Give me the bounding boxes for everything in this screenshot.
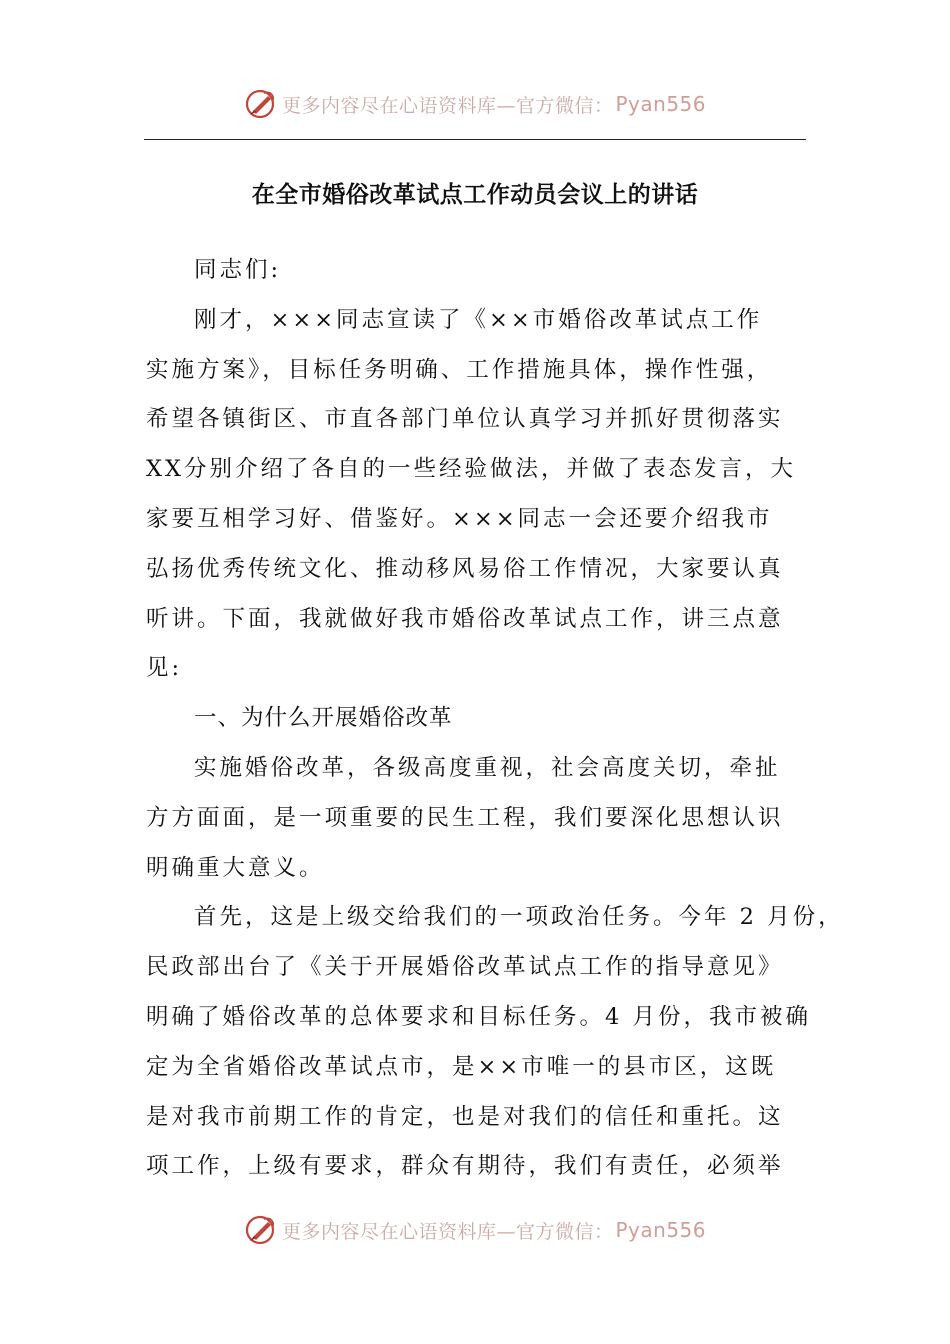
body-line: 明确了婚俗改革的总体要求和目标任务。4 月份，我市被确 xyxy=(146,1003,811,1030)
watermark-handle: Pyan556 xyxy=(615,1218,707,1242)
body-line: 弘扬优秀传统文化、推动移风易俗工作情况，大家要认真 xyxy=(146,555,784,582)
body-line: 方方面面，是一项重要的民生工程，我们要深化思想认识 xyxy=(146,804,784,831)
body-line: 同志们: xyxy=(194,257,282,283)
watermark-handle: Pyan556 xyxy=(615,92,707,116)
pen-logo-icon xyxy=(244,87,278,121)
document-body xyxy=(146,246,844,1192)
section-heading: 一、为什么开展婚俗改革 xyxy=(194,705,453,732)
body-line: 首先，这是上级交给我们的一项政治任务。今年 2 月份， xyxy=(194,904,844,931)
watermark-banner-bottom xyxy=(0,1212,950,1248)
body-line: 项工作，上级有要求，群众有期待，我们有责任，必须举 xyxy=(146,1153,784,1180)
body-line: 民政部出台了《关于开展婚俗改革试点工作的指导意见》 xyxy=(146,954,784,981)
body-line: 家要互相学习好、借鉴好。×××同志一会还要介绍我市 xyxy=(146,505,773,532)
body-line: 见: xyxy=(146,655,183,682)
body-line: 希望各镇街区、市直各部门单位认真学习并抓好贯彻落实 xyxy=(146,406,784,433)
body-line: 刚才，×××同志宣读了《××市婚俗改革试点工作 xyxy=(194,306,763,333)
body-line: 是对我市前期工作的肯定，也是对我们的信任和重托。这 xyxy=(146,1103,784,1130)
watermark-text: 更多内容尽在心语资料库—官方微信： xyxy=(281,1220,614,1243)
body-line: XX分别介绍了各自的一些经验做法，并做了表态发言，大 xyxy=(146,456,797,483)
body-line: 听讲。下面，我就做好我市婚俗改革试点工作，讲三点意 xyxy=(146,605,784,632)
watermark-banner-top xyxy=(0,86,950,122)
header-rule xyxy=(144,139,806,140)
body-line: 定为全省婚俗改革试点市，是××市唯一的县市区，这既 xyxy=(146,1053,777,1080)
body-line: 实施方案》，目标任务明确、工作措施具体，操作性强， xyxy=(146,356,773,383)
body-line: 实施婚俗改革，各级高度重视，社会高度关切，牵扯 xyxy=(194,754,781,781)
pen-logo-icon xyxy=(244,1213,278,1247)
watermark-text: 更多内容尽在心语资料库—官方微信： xyxy=(281,94,614,117)
document-title: 在全市婚俗改革试点工作动员会议上的讲话 xyxy=(251,182,699,208)
body-line: 明确重大意义。 xyxy=(146,854,325,881)
